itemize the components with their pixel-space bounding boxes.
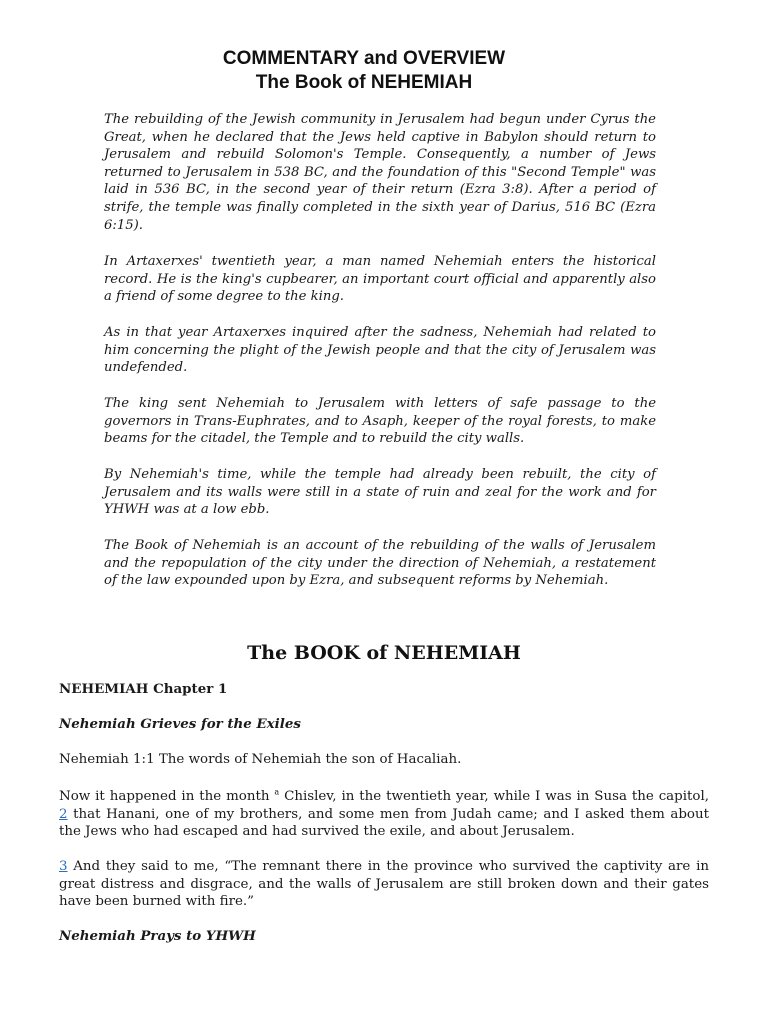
verse-3-link[interactable]: 3	[59, 859, 68, 874]
chapter-heading: NEHEMIAH Chapter 1	[59, 681, 228, 697]
verse-1-3	[59, 858, 709, 911]
verse-2-link[interactable]: 2	[59, 806, 68, 822]
intro-paragraph-2: In Artaxerxes' twentieth year, a man named Nehemiah enters the historical record. He is the king's cupbearer, an important court official and apparently also a friend of some degree to the king.	[104, 254, 656, 305]
intro-paragraph-5: By Nehemiah's time, while the temple had already been rebuilt, the city of Jerusalem and its walls were still in a state of ruin and zeal for the work and for YHWH was at a low ebb.	[104, 467, 656, 518]
intro-paragraph-6: The Book of Nehemiah is an account of the rebuilding of the walls of Jerusalem and the repopulation of the city under the direction of Nehemiah, a restatement of the law expounded upon by Ezra, and subsequent reforms by Nehemiah.	[104, 538, 656, 589]
footnote-marker[interactable]: a	[274, 787, 280, 797]
book-heading: The BOOK of NEHEMIAH	[247, 642, 521, 664]
verse-1-1-continued	[59, 788, 709, 841]
intro-paragraph-3: As in that year Artaxerxes inquired after the sadness, Nehemiah had related to him concerning the plight of the Jewish people and that the city of Jerusalem was undefended.	[104, 325, 656, 376]
verse-text-start: Now it happened in the month	[59, 789, 275, 804]
section-heading-prays: Nehemiah Prays to YHWH	[59, 928, 256, 944]
intro-paragraph-1: The rebuilding of the Jewish community in Jerusalem had begun under Cyrus the Great, when he declared that the Jews held captive in Babylon should return to Jerusalem and rebuild Solomon's Temple. Consequently, a number of Jews returned to Jerusalem in 538 BC, and the foundation of this "Second Temple" was laid in 536 BC, in the second year of their return (Ezra 3:8). After a period of strife, the temple was finally completed in the sixth year of Darius, 516 BC (Ezra 6:15).	[104, 112, 656, 233]
verse-3-text: And they said to me, “The remnant there in the province who survived the captivity are in great distress and disgrace, and the walls of Jerusalem are still broken down and their gates have been burned with fire.”	[59, 859, 709, 910]
verse-text-mid: Chislev, in the twentieth year, while I was in Susa the capitol,	[279, 789, 710, 804]
verse-2-text: that Hanani, one of my brothers, and some men from Judah came; and I asked them about the Jews who had escaped and had survived the exile, and about Jerusalem.	[59, 806, 709, 840]
intro-paragraph-4: The king sent Nehemiah to Jerusalem with letters of safe passage to the governors in Trans-Euphrates, and to Asaph, keeper of the royal forests, to make beams for the citadel, the Temple and to rebuild the city walls.	[104, 396, 656, 447]
commentary-title: COMMENTARY and OVERVIEW	[222, 48, 506, 69]
book-subtitle: The Book of NEHEMIAH	[255, 72, 473, 93]
section-heading-grieves: Nehemiah Grieves for the Exiles	[59, 716, 301, 732]
verse-1-1: Nehemiah 1:1 The words of Nehemiah the son of Hacaliah.	[59, 752, 462, 767]
